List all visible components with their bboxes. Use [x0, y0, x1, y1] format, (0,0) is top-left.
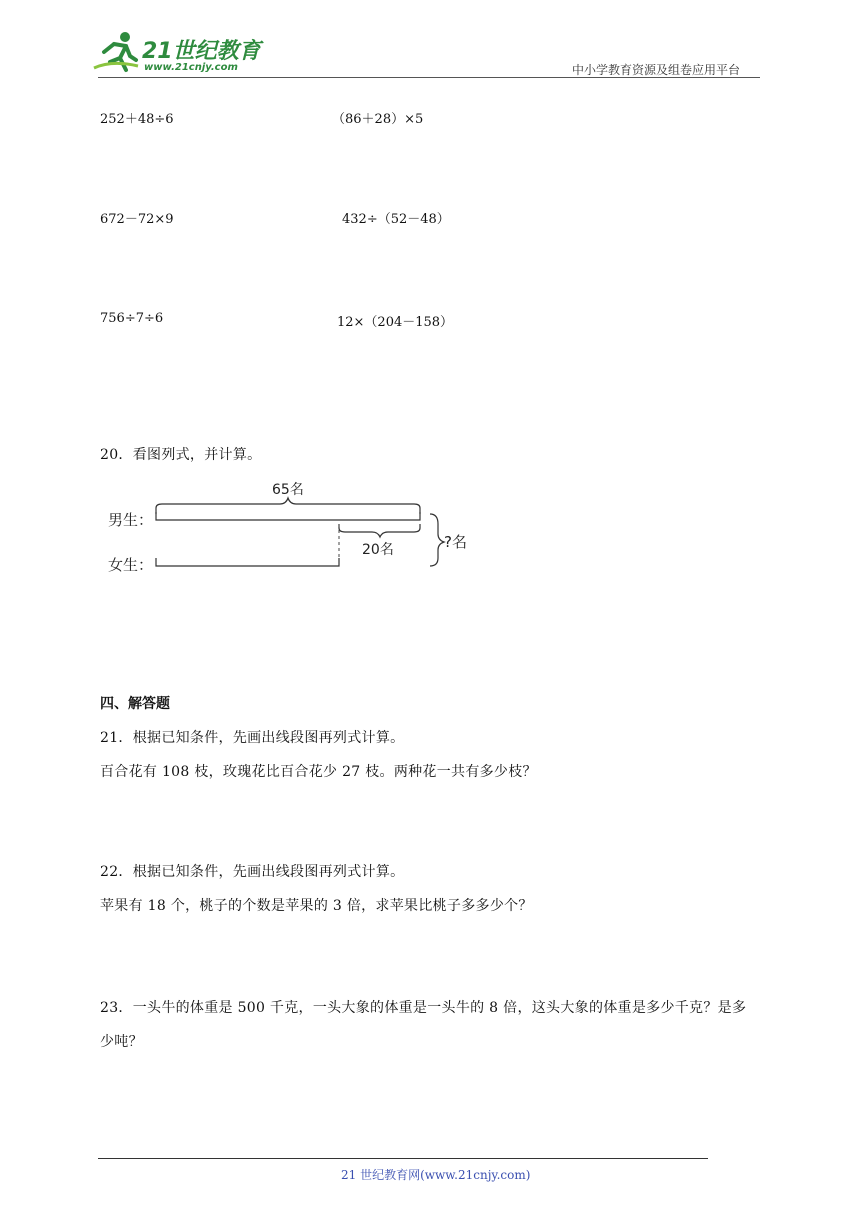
footer-divider	[98, 1158, 708, 1159]
girls-segment	[156, 558, 339, 566]
question-21-title: 21．根据已知条件，先画出线段图再列式计算。	[100, 730, 405, 746]
question-22-title: 22．根据已知条件，先画出线段图再列式计算。	[100, 864, 405, 880]
diff-label: 20名	[362, 542, 394, 558]
girls-label: 女生：	[108, 556, 154, 574]
footer-text: 21 世纪教育网(www.21cnjy.com)	[341, 1168, 531, 1182]
calc-expression: 756÷7÷6	[100, 311, 164, 326]
header-divider	[98, 77, 760, 78]
site-logo	[92, 30, 262, 76]
calc-expression: （86＋28）×5	[332, 112, 424, 127]
calc-expression: 672－72×9	[100, 212, 174, 227]
boys-label: 男生：	[108, 511, 154, 529]
sum-label: ?名	[444, 533, 467, 551]
sum-brace	[430, 514, 444, 566]
question-23-text-cont: 少吨？	[100, 1034, 143, 1050]
line-segment-diagram	[100, 474, 480, 584]
section-heading: 四、解答题	[100, 696, 170, 712]
total-label: 65名	[272, 482, 304, 498]
calc-expression: 12×（204－158）	[337, 315, 454, 330]
platform-name: 中小学教育资源及组卷应用平台	[572, 63, 741, 77]
diff-brace	[339, 524, 420, 537]
logo-main-text: 21世纪教育	[142, 39, 261, 64]
runner-icon	[92, 30, 140, 74]
logo-url-text: www.21cnjy.com	[144, 62, 238, 73]
total-brace	[156, 498, 420, 514]
boys-segment	[156, 512, 420, 520]
calc-expression: 252＋48÷6	[100, 112, 174, 127]
question-23-text: 23．一头牛的体重是 500 千克，一头大象的体重是一头牛的 8 倍，这头大象的体重是多少千克？是多	[100, 1000, 747, 1016]
question-21-text: 百合花有 108 枝，玫瑰花比百合花少 27 枝。两种花一共有多少枝？	[100, 764, 537, 780]
question-20-title: 20．看图列式，并计算。	[100, 447, 262, 463]
calc-expression: 432÷（52－48）	[342, 212, 450, 227]
question-22-text: 苹果有 18 个，桃子的个数是苹果的 3 倍，求苹果比桃子多多少个？	[100, 898, 533, 914]
